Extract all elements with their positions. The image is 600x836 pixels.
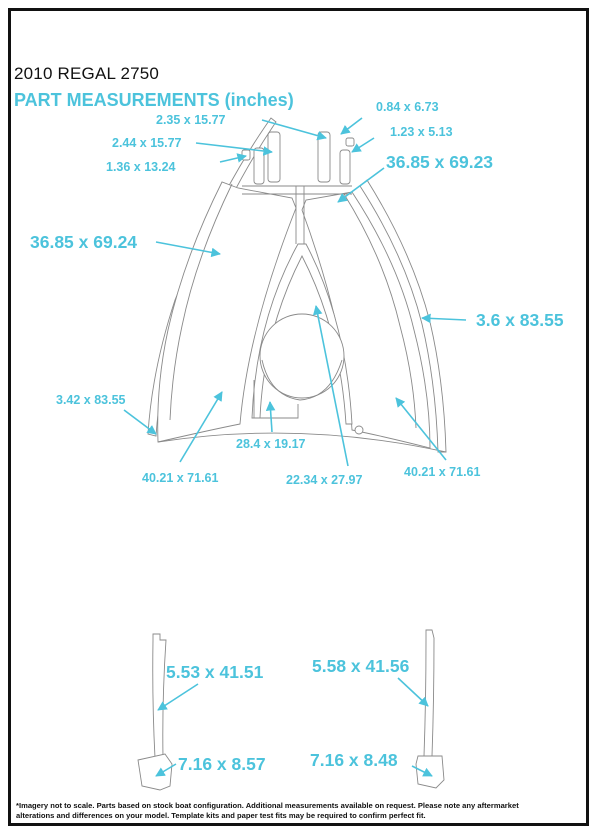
disclaimer-footer <box>16 801 584 821</box>
part-right-step-strip <box>424 630 434 756</box>
disclaimer-line-2: alterations and differences on your model. Template kits and paper test fits may be required to confirm perfect fit. <box>16 811 426 820</box>
label-235-1577: 2.35 x 15.77 <box>156 113 226 127</box>
label-136-1324: 1.36 x 13.24 <box>106 160 176 174</box>
part-center-spine <box>296 186 304 244</box>
label-716-857: 7.16 x 8.57 <box>178 754 266 774</box>
label-342-8355: 3.42 x 83.55 <box>56 393 126 407</box>
label-3685-6923: 36.85 x 69.23 <box>386 152 494 172</box>
part-small-left-b <box>254 148 264 184</box>
label-4021-7161-right: 40.21 x 71.61 <box>404 465 481 479</box>
part-left-step-strip <box>153 634 166 758</box>
arrow-558-4156 <box>398 678 428 706</box>
disclaimer-line-1: *Imagery not to scale. Parts based on stock boat configuration. Additional measurements available on request. Please note any aftermarket <box>16 801 519 810</box>
label-553-4151: 5.53 x 41.51 <box>166 662 264 682</box>
measurement-labels <box>30 100 564 774</box>
label-36-8355: 3.6 x 83.55 <box>476 310 564 330</box>
label-084-673: 0.84 x 6.73 <box>376 100 439 114</box>
label-716-848: 7.16 x 8.48 <box>310 750 398 770</box>
drain-circle <box>355 426 363 434</box>
arrow-123-513 <box>352 138 374 152</box>
page-subtitle: PART MEASUREMENTS (inches) <box>14 90 294 110</box>
label-284-1917: 28.4 x 19.17 <box>236 437 306 451</box>
label-2234-2797: 22.34 x 27.97 <box>286 473 363 487</box>
part-small-tab-right <box>346 138 354 146</box>
label-558-4156: 5.58 x 41.56 <box>312 656 410 676</box>
part-right-step-pad <box>416 756 444 788</box>
part-small-tab-left <box>242 150 250 160</box>
label-244-1577: 2.44 x 15.77 <box>112 136 182 150</box>
arrow-284-1917 <box>270 402 272 432</box>
part-small-left-a <box>268 132 280 182</box>
label-123-513: 1.23 x 5.13 <box>390 125 453 139</box>
page-title: 2010 REGAL 2750 <box>14 64 160 83</box>
part-small-right-b <box>340 150 350 184</box>
label-3685-6924: 36.85 x 69.24 <box>30 232 138 252</box>
arrow-084-673 <box>341 118 362 134</box>
part-small-right-a <box>318 132 330 182</box>
label-4021-7161-left: 40.21 x 71.61 <box>142 471 219 485</box>
part-left-step-pad <box>138 754 172 790</box>
